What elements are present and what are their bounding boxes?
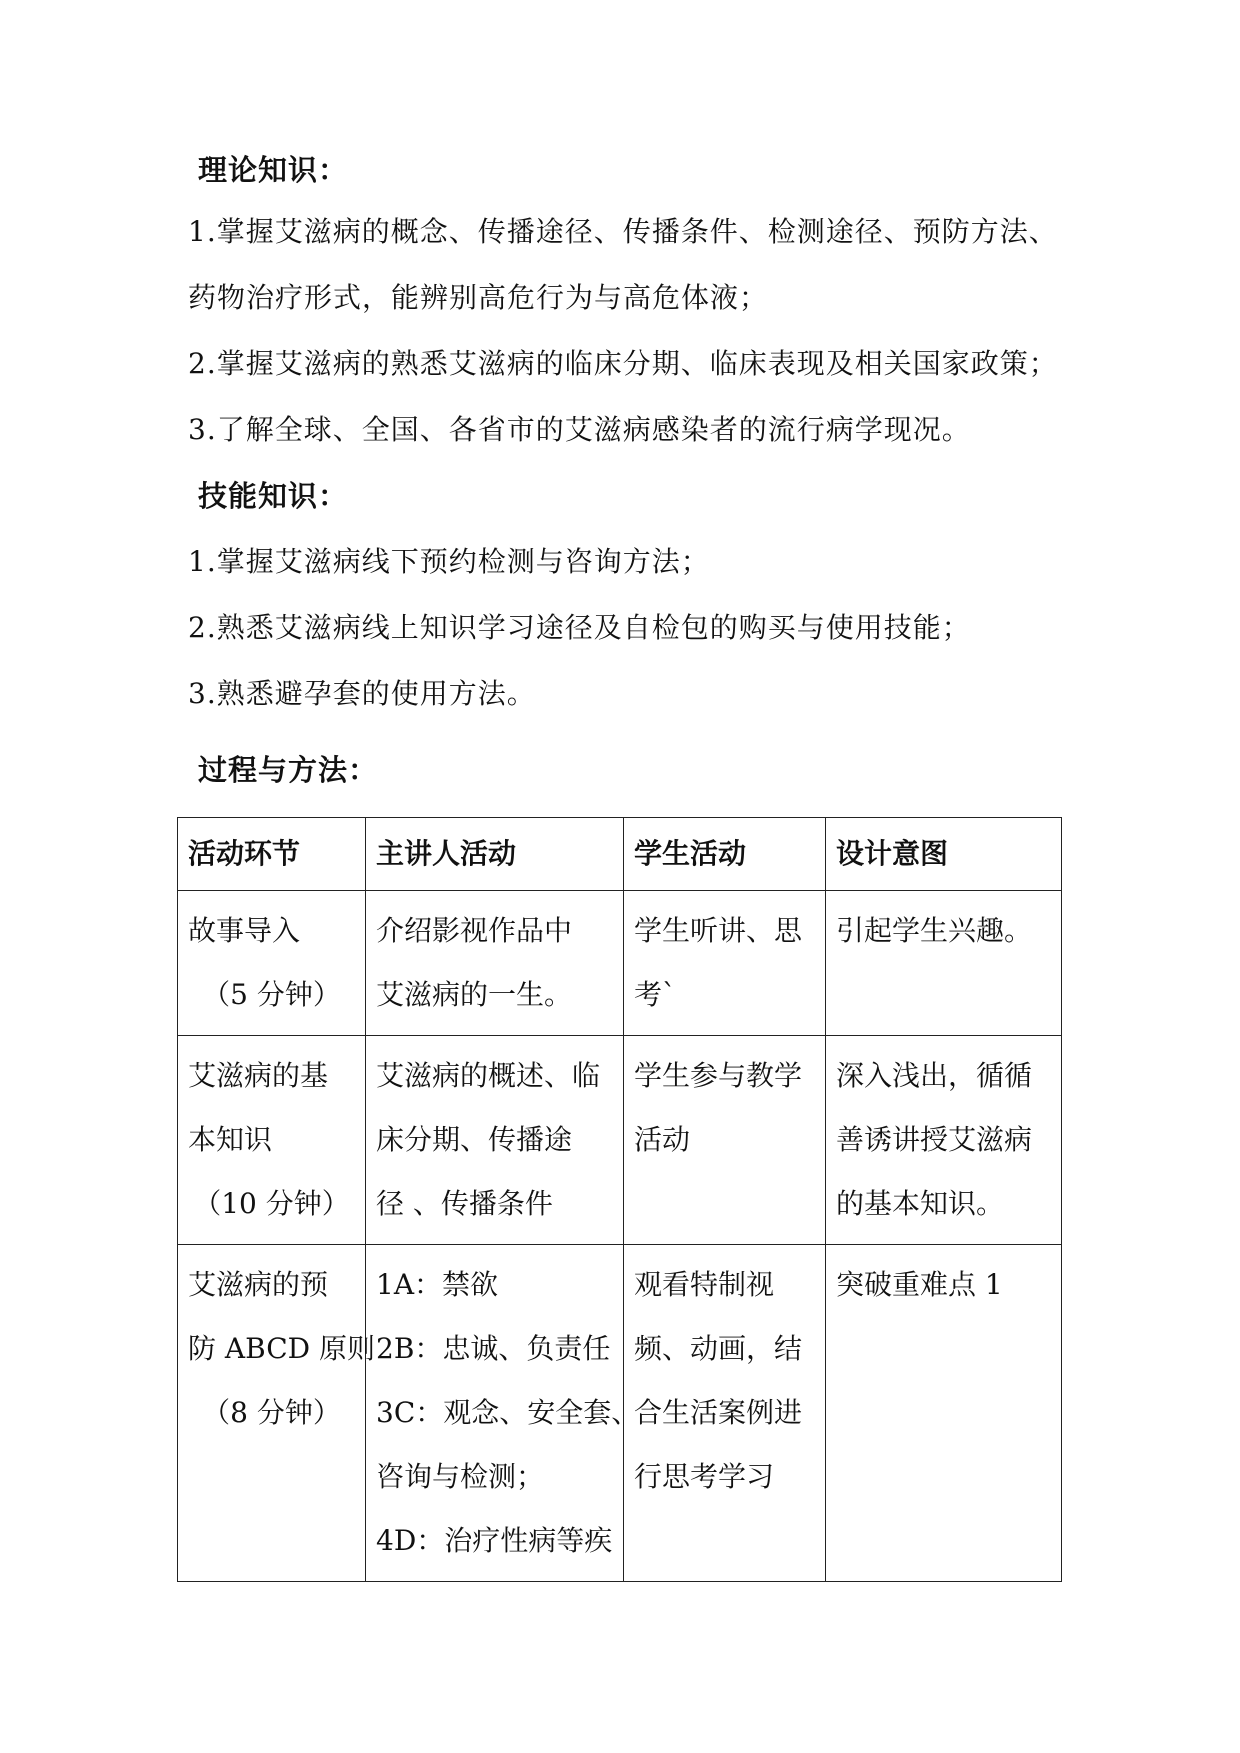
- cell-text: 频、动画，结: [634, 1332, 803, 1365]
- cell-text: 的基本知识。: [836, 1187, 1005, 1220]
- activity-table: [177, 817, 1062, 1582]
- process-heading: 过程与方法：: [198, 753, 379, 787]
- cell-text: 故事导入: [188, 914, 301, 947]
- cell-text: 3C：观念、安全套、: [376, 1396, 640, 1429]
- table-row: [178, 1245, 1062, 1582]
- cell-text: 介绍影视作品中: [376, 914, 573, 947]
- header-speaker: 主讲人活动: [366, 818, 624, 891]
- cell-text: 艾滋病的一生。: [376, 978, 573, 1011]
- cell-intent: [826, 891, 1062, 1036]
- cell-text: 学生听讲、思: [634, 914, 803, 947]
- skills-heading: 技能知识：: [198, 479, 349, 513]
- cell-intent: [826, 1245, 1062, 1582]
- cell-stage: [178, 1036, 366, 1245]
- skills-line-1: 1.掌握艾滋病线下预约检测与咨询方法；: [188, 545, 710, 578]
- table-header-row: [178, 818, 1062, 891]
- table-row: [178, 891, 1062, 1036]
- cell-stage: [178, 1245, 375, 1582]
- skills-line-2: 2.熟悉艾滋病线上知识学习途径及自检包的购买与使用技能；: [188, 611, 971, 644]
- cell-stage: [178, 891, 366, 1036]
- cell-student: [624, 1245, 826, 1582]
- theory-line-1: 1.掌握艾滋病的概念、传播途径、传播条件、检测途径、预防方法、: [188, 215, 1058, 248]
- cell-text: 2B：忠诚、负责任: [376, 1332, 611, 1365]
- theory-line-4: 3.了解全球、全国、各省市的艾滋病感染者的流行病学现况。: [188, 413, 971, 446]
- cell-text: 咨询与检测；: [376, 1460, 545, 1493]
- cell-intent: [826, 1036, 1062, 1245]
- cell-text: 1A：禁欲: [376, 1268, 499, 1301]
- theory-line-3: 2.掌握艾滋病的熟悉艾滋病的临床分期、临床表现及相关国家政策；: [188, 347, 1058, 380]
- cell-speaker: [366, 1036, 624, 1245]
- table-row: [178, 1036, 1062, 1245]
- cell-text: 本知识: [188, 1123, 273, 1156]
- cell-student: [624, 1036, 826, 1245]
- cell-text: 观看特制视: [634, 1268, 775, 1301]
- cell-text: 径 、传播条件: [376, 1187, 553, 1220]
- theory-heading: 理论知识：: [198, 153, 349, 187]
- cell-text: 活动: [634, 1123, 691, 1156]
- cell-text: （10 分钟）: [193, 1187, 350, 1220]
- header-student: 学生活动: [624, 818, 826, 891]
- header-intent: 设计意图: [826, 818, 1062, 891]
- cell-text: 床分期、传播途: [376, 1123, 573, 1156]
- cell-text: 4D：治疗性病等疾: [376, 1524, 613, 1557]
- cell-text: 行思考学习: [634, 1460, 775, 1493]
- skills-line-3: 3.熟悉避孕套的使用方法。: [188, 677, 536, 710]
- cell-text: 合生活案例进: [634, 1396, 803, 1429]
- header-stage: 活动环节: [178, 818, 366, 891]
- cell-text: 引起学生兴趣。: [836, 914, 1033, 947]
- cell-text: 深入浅出，循循: [836, 1059, 1033, 1092]
- cell-text: 艾滋病的预: [188, 1268, 329, 1301]
- cell-text: 艾滋病的概述、临: [376, 1059, 601, 1092]
- theory-line-2: 药物治疗形式，能辨别高危行为与高危体液；: [188, 281, 769, 314]
- cell-student: [624, 891, 826, 1036]
- cell-text: 善诱讲授艾滋病: [836, 1123, 1033, 1156]
- cell-text: 突破重难点 1: [836, 1268, 1003, 1301]
- cell-text: （8 分钟）: [202, 1396, 341, 1429]
- cell-text: 考`: [634, 978, 677, 1011]
- cell-text: （5 分钟）: [202, 978, 341, 1011]
- cell-speaker: [366, 891, 624, 1036]
- cell-text: 防 ABCD 原则: [188, 1332, 375, 1365]
- cell-speaker: [366, 1245, 640, 1582]
- cell-text: 艾滋病的基: [188, 1059, 329, 1092]
- cell-text: 学生参与教学: [634, 1059, 803, 1092]
